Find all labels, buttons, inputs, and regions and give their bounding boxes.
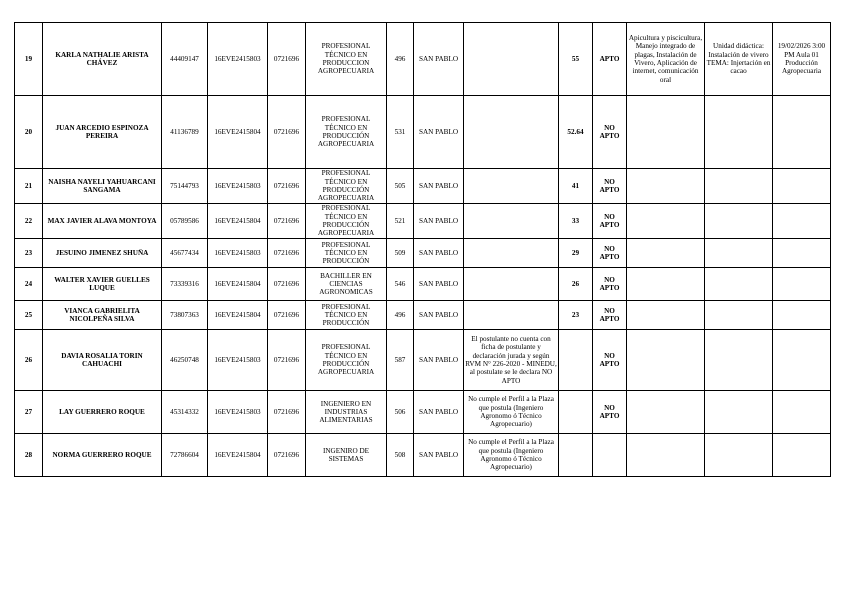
table-row — [15, 169, 831, 204]
dni-number-text: 73339316 — [170, 279, 199, 288]
row-number — [15, 434, 43, 477]
schedule-cell — [773, 96, 831, 169]
score-cell — [559, 434, 593, 477]
row-number-text: 28 — [24, 450, 33, 459]
row-number — [15, 23, 43, 96]
observation-cell — [464, 391, 559, 434]
inst-code-cell-text: 508 — [394, 450, 406, 459]
institution-name-text: SAN PABLO — [418, 450, 459, 459]
inst-code-cell — [387, 239, 414, 268]
modular-code-text: 0721696 — [273, 216, 300, 225]
profile-cell — [306, 391, 387, 434]
topics-cell — [627, 301, 705, 330]
profile-cell — [306, 330, 387, 391]
score-cell-text: 41 — [571, 181, 580, 190]
inst-code-cell — [387, 96, 414, 169]
institution-name — [414, 169, 464, 204]
dni-number — [162, 330, 208, 391]
institution-name — [414, 23, 464, 96]
inst-code-cell-text: 531 — [394, 127, 406, 136]
institution-name-text: SAN PABLO — [418, 355, 459, 364]
table-row — [15, 204, 831, 239]
plaza-code — [208, 204, 268, 239]
inst-code-cell — [387, 330, 414, 391]
institution-name-text: SAN PABLO — [418, 310, 459, 319]
applicant-name-text: NORMA GUERRERO ROQUE — [52, 450, 152, 459]
unit-cell — [705, 169, 773, 204]
plaza-code — [208, 239, 268, 268]
dni-number — [162, 169, 208, 204]
profile-cell — [306, 96, 387, 169]
observation-cell — [464, 169, 559, 204]
institution-name — [414, 391, 464, 434]
unit-cell — [705, 330, 773, 391]
observation-cell — [464, 301, 559, 330]
inst-code-cell — [387, 23, 414, 96]
score-cell — [559, 330, 593, 391]
row-number — [15, 301, 43, 330]
plaza-code-text: 16EVE2415803 — [214, 407, 261, 416]
inst-code-cell — [387, 169, 414, 204]
modular-code — [268, 239, 306, 268]
row-number-text: 27 — [24, 407, 33, 416]
modular-code-text: 0721696 — [273, 181, 300, 190]
plaza-code — [208, 391, 268, 434]
profile-cell-text: BACHILLER EN CIENCIAS AGRONOMICAS — [319, 271, 373, 297]
result-cell-text: NO APTO — [599, 275, 620, 292]
applicant-name — [43, 204, 162, 239]
score-cell-text: 23 — [571, 310, 580, 319]
profile-cell — [306, 204, 387, 239]
applicant-name — [43, 434, 162, 477]
observation-cell-text: No cumple el Perfil a la Plaza que postula (Ingeniero Agronomo ó Técnico Agropecuario) — [468, 395, 554, 429]
applicant-name — [43, 96, 162, 169]
result-cell-text: NO APTO — [599, 177, 620, 194]
row-number-text: 21 — [24, 181, 33, 190]
score-cell — [559, 23, 593, 96]
applicant-name-text: WALTER XAVIER GUELLES LUQUE — [54, 275, 150, 292]
score-cell-text: 55 — [571, 54, 580, 63]
applicant-name — [43, 239, 162, 268]
row-number — [15, 96, 43, 169]
applicant-name — [43, 391, 162, 434]
score-cell — [559, 268, 593, 301]
applicant-name — [43, 169, 162, 204]
profile-cell — [306, 434, 387, 477]
profile-cell-text: PROFESIONAL TÉCNICO EN PRODUCCIÓN AGROPECUARIA — [317, 343, 375, 377]
schedule-cell-text: 19/02/2026 3:00 PM Aula 01 Producción Agropecuaria — [777, 42, 826, 76]
schedule-cell — [773, 204, 831, 239]
applicant-name — [43, 23, 162, 96]
modular-code-text: 0721696 — [273, 310, 300, 319]
plaza-code — [208, 434, 268, 477]
plaza-code — [208, 23, 268, 96]
profile-cell-text: PROFESIONAL TÉCNICO EN PRODUCCION AGROPECUARIA — [317, 42, 375, 76]
score-cell-text: 52.64 — [567, 127, 584, 136]
score-cell — [559, 204, 593, 239]
result-cell — [593, 301, 627, 330]
institution-name-text: SAN PABLO — [418, 248, 459, 257]
plaza-code — [208, 169, 268, 204]
unit-cell — [705, 268, 773, 301]
plaza-code-text: 16EVE2415803 — [214, 181, 261, 190]
inst-code-cell-text: 587 — [394, 355, 406, 364]
result-cell-text: NO APTO — [599, 123, 620, 140]
row-number — [15, 330, 43, 391]
row-number — [15, 204, 43, 239]
modular-code — [268, 204, 306, 239]
dni-number — [162, 434, 208, 477]
plaza-code-text: 16EVE2415803 — [214, 355, 261, 364]
profile-cell-text: PROFESIONAL TÉCNICO EN PRODUCCIÓN — [321, 302, 371, 328]
table-row — [15, 23, 831, 96]
schedule-cell — [773, 239, 831, 268]
observation-cell — [464, 96, 559, 169]
result-cell — [593, 23, 627, 96]
inst-code-cell-text: 521 — [394, 216, 406, 225]
inst-code-cell-text: 496 — [394, 310, 406, 319]
result-cell — [593, 330, 627, 391]
table-row — [15, 330, 831, 391]
observation-cell — [464, 204, 559, 239]
plaza-code-text: 16EVE2415804 — [214, 216, 261, 225]
dni-number — [162, 204, 208, 239]
result-cell-text: NO APTO — [599, 403, 620, 420]
dni-number-text: 73807363 — [170, 310, 199, 319]
inst-code-cell-text: 496 — [394, 54, 406, 63]
unit-cell — [705, 391, 773, 434]
inst-code-cell — [387, 434, 414, 477]
result-cell — [593, 391, 627, 434]
institution-name-text: SAN PABLO — [418, 407, 459, 416]
institution-name-text: SAN PABLO — [418, 181, 459, 190]
row-number-text: 19 — [24, 54, 33, 63]
topics-cell — [627, 268, 705, 301]
row-number — [15, 268, 43, 301]
institution-name — [414, 434, 464, 477]
profile-cell — [306, 301, 387, 330]
row-number-text: 22 — [24, 216, 33, 225]
unit-cell — [705, 204, 773, 239]
applicant-name — [43, 330, 162, 391]
plaza-code — [208, 330, 268, 391]
unit-cell — [705, 239, 773, 268]
applicant-name-text: NAISHA NAYELI YAHUARCANI SANGAMA — [48, 177, 156, 194]
profile-cell-text: INGENIRO DE SISTEMAS — [322, 446, 370, 463]
profile-cell-text: PROFESIONAL TÉCNICO EN PRODUCCIÓN AGROPECUARIA — [317, 204, 375, 238]
result-cell-text: NO APTO — [599, 244, 620, 261]
inst-code-cell-text: 509 — [394, 248, 406, 257]
score-cell — [559, 391, 593, 434]
schedule-cell — [773, 268, 831, 301]
observation-cell — [464, 239, 559, 268]
institution-name-text: SAN PABLO — [418, 279, 459, 288]
dni-number-text: 05789586 — [170, 216, 199, 225]
inst-code-cell — [387, 301, 414, 330]
institution-name — [414, 330, 464, 391]
result-cell — [593, 96, 627, 169]
unit-cell — [705, 96, 773, 169]
dni-number — [162, 268, 208, 301]
applicant-name-text: JUAN ARCEDIO ESPINOZA PEREIRA — [55, 123, 149, 140]
topics-cell — [627, 239, 705, 268]
dni-number — [162, 23, 208, 96]
schedule-cell — [773, 23, 831, 96]
profile-cell — [306, 23, 387, 96]
modular-code — [268, 391, 306, 434]
modular-code — [268, 434, 306, 477]
modular-code — [268, 268, 306, 301]
applicant-name-text: MAX JAVIER ALAVA MONTOYA — [47, 216, 157, 225]
modular-code-text: 0721696 — [273, 279, 300, 288]
row-number — [15, 169, 43, 204]
schedule-cell — [773, 391, 831, 434]
topics-cell — [627, 330, 705, 391]
institution-name-text: SAN PABLO — [418, 216, 459, 225]
modular-code — [268, 96, 306, 169]
observation-cell — [464, 268, 559, 301]
plaza-code — [208, 301, 268, 330]
unit-cell — [705, 434, 773, 477]
dni-number-text: 44409147 — [170, 54, 199, 63]
result-cell — [593, 434, 627, 477]
schedule-cell — [773, 169, 831, 204]
applicant-name-text: VIANCA GABRIELITA NICOLPEÑA SILVA — [64, 306, 140, 323]
modular-code-text: 0721696 — [273, 248, 300, 257]
row-number — [15, 239, 43, 268]
modular-code-text: 0721696 — [273, 355, 300, 364]
result-cell-text: NO APTO — [599, 212, 620, 229]
modular-code — [268, 301, 306, 330]
institution-name — [414, 204, 464, 239]
applicant-name-text: LAY GUERRERO ROQUE — [59, 407, 145, 416]
profile-cell-text: PROFESIONAL TÉCNICO EN PRODUCCIÓN AGROPECUARIA — [317, 169, 375, 203]
unit-cell — [705, 23, 773, 96]
plaza-code-text: 16EVE2415804 — [214, 279, 261, 288]
dni-number — [162, 391, 208, 434]
plaza-code-text: 16EVE2415803 — [214, 54, 261, 63]
dni-number-text: 72786604 — [170, 450, 199, 459]
plaza-code — [208, 268, 268, 301]
topics-cell — [627, 169, 705, 204]
profile-cell — [306, 239, 387, 268]
modular-code-text: 0721696 — [273, 127, 300, 136]
result-cell — [593, 239, 627, 268]
dni-number — [162, 96, 208, 169]
plaza-code-text: 16EVE2415804 — [214, 127, 261, 136]
score-cell — [559, 301, 593, 330]
table-row — [15, 268, 831, 301]
inst-code-cell-text: 505 — [394, 181, 406, 190]
applicant-name-text: KARLA NATHALIE ARISTA CHÁVEZ — [55, 50, 149, 67]
dni-number-text: 41136789 — [170, 127, 199, 136]
result-cell-text: NO APTO — [599, 306, 620, 323]
unit-cell — [705, 301, 773, 330]
dni-number — [162, 239, 208, 268]
inst-code-cell-text: 506 — [394, 407, 406, 416]
observation-cell-text: El postulante no cuenta con ficha de postulante y declaración jurada y según RVM N° 226-2020 - MINEDU, al postulate se le declara NO APTO — [465, 335, 557, 385]
modular-code — [268, 169, 306, 204]
unit-cell-text: Unidad didáctica: Instalación de vivero TEMA: Injertación en cacao — [706, 42, 771, 76]
row-number-text: 25 — [24, 310, 33, 319]
institution-name — [414, 239, 464, 268]
table-row — [15, 391, 831, 434]
table-row — [15, 239, 831, 268]
profile-cell — [306, 169, 387, 204]
inst-code-cell — [387, 391, 414, 434]
dni-number-text: 45314332 — [170, 407, 199, 416]
observation-cell — [464, 330, 559, 391]
row-number-text: 24 — [24, 279, 33, 288]
score-cell-text: 26 — [571, 279, 580, 288]
schedule-cell — [773, 330, 831, 391]
modular-code — [268, 23, 306, 96]
result-cell-text: NO APTO — [599, 351, 620, 368]
institution-name — [414, 268, 464, 301]
institution-name — [414, 96, 464, 169]
topics-cell — [627, 434, 705, 477]
row-number-text: 23 — [24, 248, 33, 257]
topics-cell — [627, 391, 705, 434]
observation-cell — [464, 23, 559, 96]
score-cell — [559, 96, 593, 169]
institution-name-text: SAN PABLO — [418, 127, 459, 136]
row-number — [15, 391, 43, 434]
inst-code-cell-text: 546 — [394, 279, 406, 288]
plaza-code — [208, 96, 268, 169]
institution-name-text: SAN PABLO — [418, 54, 459, 63]
inst-code-cell — [387, 268, 414, 301]
result-cell — [593, 268, 627, 301]
modular-code-text: 0721696 — [273, 407, 300, 416]
dni-number — [162, 301, 208, 330]
applicant-name-text: JESUINO JIMENEZ SHUÑA — [55, 248, 149, 257]
topics-cell — [627, 204, 705, 239]
score-cell — [559, 169, 593, 204]
schedule-cell — [773, 301, 831, 330]
modular-code-text: 0721696 — [273, 450, 300, 459]
dni-number-text: 75144793 — [170, 181, 199, 190]
table-row — [15, 434, 831, 477]
topics-cell — [627, 23, 705, 96]
dni-number-text: 45677434 — [170, 248, 199, 257]
dni-number-text: 46250748 — [170, 355, 199, 364]
table-row — [15, 96, 831, 169]
topics-cell-text: Apicultura y piscicultura, Manejo integrado de plagas, Instalación de Vivero, Aplicación de internet, comunicación oral — [628, 34, 703, 84]
inst-code-cell — [387, 204, 414, 239]
topics-cell — [627, 96, 705, 169]
result-cell-text: APTO — [599, 54, 620, 63]
plaza-code-text: 16EVE2415804 — [214, 450, 261, 459]
observation-cell — [464, 434, 559, 477]
observation-cell-text: No cumple el Perfil a la Plaza que postula (Ingeniero Agronomo ó Técnico Agropecuario) — [468, 438, 554, 472]
applicant-name — [43, 301, 162, 330]
profile-cell — [306, 268, 387, 301]
applicant-name — [43, 268, 162, 301]
score-cell-text: 33 — [571, 216, 580, 225]
profile-cell-text: INGENIERO EN INDUSTRIAS ALIMENTARIAS — [319, 399, 373, 425]
results-table — [14, 22, 831, 477]
applicant-name-text: DAVIA ROSALIA TORIN CAHUACHI — [61, 351, 143, 368]
profile-cell-text: PROFESIONAL TÉCNICO EN PRODUCCIÓN AGROPECUARIA — [317, 115, 375, 149]
plaza-code-text: 16EVE2415804 — [214, 310, 261, 319]
result-cell — [593, 204, 627, 239]
schedule-cell — [773, 434, 831, 477]
score-cell-text: 29 — [571, 248, 580, 257]
institution-name — [414, 301, 464, 330]
modular-code — [268, 330, 306, 391]
row-number-text: 20 — [24, 127, 33, 136]
profile-cell-text: PROFESIONAL TÉCNICO EN PRODUCCIÓN — [321, 240, 371, 266]
result-cell — [593, 169, 627, 204]
plaza-code-text: 16EVE2415803 — [214, 248, 261, 257]
table-row — [15, 301, 831, 330]
modular-code-text: 0721696 — [273, 54, 300, 63]
results-table-body — [15, 23, 831, 477]
score-cell — [559, 239, 593, 268]
row-number-text: 26 — [24, 355, 33, 364]
